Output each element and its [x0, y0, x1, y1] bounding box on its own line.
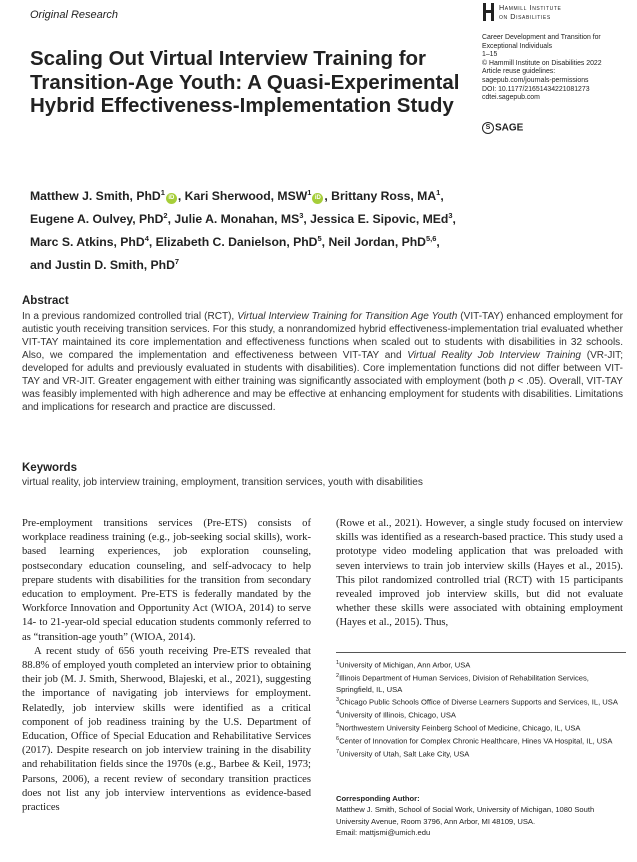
footnote-text: Chicago Public Schools Office of Diverse Learners Supports and Services, IL, USA — [339, 697, 618, 707]
abstract-italic: Virtual Reality Job Interview Training — [407, 350, 582, 361]
body-right-column — [336, 517, 623, 631]
author-name: Jessica E. Sipovic, MEd — [310, 212, 449, 227]
footnote-text: University of Utah, Salt Lake City, USA — [339, 749, 470, 759]
author-affiliation: 1 — [436, 188, 441, 197]
journal-info-line: sagepub.com/journals-permissions — [482, 76, 589, 84]
journal-info — [482, 34, 632, 103]
abstract-part: (VR-JIT; developed for adults and previously evaluated in students with disabilities). Core implementation functions did not differ between VIT-TAY and VR-JIT. Greater engagement with either training was significantly associated with employment (both — [22, 350, 623, 387]
correspondence-email[interactable]: Email: mattjsmi@umich.edu — [336, 828, 431, 838]
author-list: Matthew J. Smith, PhD$^1$iD , Kari Sherwood, MSW$^1$iD , Brittany Ross, $MA^1$, Eugene A. Oulvey, PhD$^2$, Julie A. Monahan, $MS^3$, Jessica E. Sipovic, MEd$^3$, Marc S. Atkins, PhD$^4$, Elizabeth C. Danielson, PhD$^5$, Neil Jordan, PhD$^{5,6}$, and Justin D. Smith, PhD$^7$ — [30, 188, 456, 273]
footnote-number: 3 — [336, 697, 340, 704]
sage-logo-text: SAGE — [495, 122, 524, 134]
author-name: Matthew J. Smith, PhD — [30, 189, 161, 204]
correspondence-address: Matthew J. Smith, School of Social Work, University of Michigan, 1080 South University Avenue, Room 3796, Ann Arbor, MI 48109, USA. — [336, 805, 595, 826]
body-paragraph: A recent study of 656 youth receiving Pre-ETS revealed that 88.8% of employed youth completed an interview prior to obtaining their job (M. J. Smith, Sherwood, Blajeski, et al., 2021), suggesting the importance of navigating job interviews for employment. Relatedly, job interview skills were identified as a critical component of job readiness training by the U.S. Department of Education, Office of Special Education and Rehabilitative Services (2017). Despite research on job interview training in the disability and rehabilitation fields since the 1970s (e.g., Barbee & Keil, 1973; Parsons, 2006), a recent review of secondary transition practices does not list any job interview interventions as evidence-based practices — [22, 645, 311, 814]
footnote-item — [336, 695, 626, 708]
body-paragraph: Pre-employment transitions services (Pre-ETS) consists of workplace readiness training (e.g., job-seeking social skills), work-based learning experiences, job exploration counseling, postsecondary education counseling, and self-advocacy to help prepare students with disabilities for the transition from secondary education to employment. Pre-ETS is federally mandated by the Workforce Innovation and Opportunity Act (WIOA, 2014) to serve 14- to 21-year-old special education students commonly referred to as “transition-age youth” (WIOA, 2014). — [22, 518, 311, 643]
footnote-text: Center of Innovation for Complex Chronic Healthcare, Hines VA Hospital, IL, USA — [339, 736, 613, 746]
keywords-text: virtual reality, job interview training, employment, transition services, youth with disabilities — [22, 477, 423, 488]
sage-logo — [482, 122, 523, 134]
publisher-logo-line2: on Disabilities — [499, 12, 551, 21]
body-left-column — [22, 517, 311, 815]
article-title: Scaling Out Virtual Interview Training for Transition-Age Youth: A Quasi-Experimental Hybrid Effectiveness-Implementation Study — [30, 47, 460, 117]
author-name: Brittany Ross, MA — [331, 189, 437, 204]
footnote-text: University of Michigan, Ann Arbor, USA — [339, 660, 471, 670]
footnote-number: 6 — [336, 736, 340, 743]
footnote-number: 4 — [336, 710, 340, 717]
abstract-italic: Virtual Interview Training for Transition Age Youth — [237, 311, 458, 322]
publisher-logo-line1: Hammill Institute — [499, 3, 562, 12]
footnote-item — [336, 708, 626, 721]
abstract-part: < .05). Overall, VIT-TAY was feasibly implemented with high adherence and may be effective at enhancing employment for students with disabilities. Limitations and implications for research and practice are discussed. — [22, 376, 623, 413]
author-affiliation: 5,6 — [425, 234, 437, 244]
author-affiliation: 3 — [448, 211, 453, 221]
author-name: Julie A. Monahan, MS — [174, 212, 300, 227]
footnote-divider — [336, 652, 626, 653]
section-label: Original Research — [30, 9, 119, 21]
journal-info-line: cdtei.sagepub.com — [482, 94, 540, 102]
journal-info-line: Article reuse guidelines: — [482, 68, 556, 76]
journal-info-line: © Hammill Institute on Disabilities 2022 — [482, 59, 602, 67]
author-name: Elizabeth C. Danielson, PhD — [155, 235, 318, 250]
footnote-item — [336, 658, 626, 671]
author-name: Eugene A. Oulvey, PhD — [30, 212, 164, 227]
author-affiliation: 7 — [174, 257, 180, 267]
abstract-part: In a previous randomized controlled trial (RCT), — [22, 311, 238, 322]
author-affiliation: 1 — [307, 188, 312, 197]
correspondence-heading: Corresponding Author: — [336, 794, 420, 803]
author-affiliation: 5 — [317, 234, 322, 244]
correspondence-block — [336, 793, 626, 839]
body-paragraph: (Rowe et al., 2021). However, a single study focused on interview skills was identified as a research-based practice. This study used a prototype video modeling application that was preloaded with seven interviews to train job interview skills (Hayes et al., 2015). This pilot randomized controlled trial (RCT) with 15 participants revealed improved job interview skills, but did not evaluate whether these skills were associated with obtaining employment (Hayes et al., 2015). Thus, — [336, 518, 623, 629]
footnote-number: 2 — [336, 672, 340, 679]
footnote-number: 5 — [336, 723, 340, 730]
journal-info-line: Career Development and Transition for — [482, 34, 601, 41]
journal-info-line: Exceptional Individuals — [482, 42, 553, 50]
footnote-number: 1 — [336, 660, 340, 666]
journal-info-line: 1–15 — [482, 51, 498, 59]
publisher-logo-icon — [482, 3, 496, 21]
footnote-text: Illinois Department of Human Services, Division of Rehabilitation Services, Springfield, IL, USA — [336, 673, 589, 694]
footnote-text: University of Illinois, Chicago, USA — [339, 710, 456, 720]
footnote-item — [336, 747, 626, 760]
affiliation-footnotes — [336, 658, 626, 760]
abstract-part: (VIT-TAY) enhanced employment for autistic youth receiving transition services. For this study, a nonrandomized hybrid effectiveness-implementation trial evaluated whether VIT-TAY maintained its core implementation and effectiveness functions when scaled out to students with disabilities in 32 schools. Also, we compared the implementation and effectiveness between VIT-TAY and — [22, 311, 623, 361]
author-name: Neil Jordan, PhD — [328, 235, 426, 250]
abstract-heading: Abstract — [22, 295, 69, 307]
footnote-item — [336, 671, 626, 695]
keywords-heading: Keywords — [22, 462, 77, 474]
footnote-item — [336, 734, 626, 747]
author-affiliation: 1 — [160, 188, 165, 197]
footnote-text: Northwestern University Feinberg School of Medicine, Chicago, IL, USA — [339, 723, 581, 733]
abstract-text — [22, 310, 623, 414]
author-affiliation: 2 — [163, 211, 168, 221]
footnote-item — [336, 721, 626, 734]
orcid-icon[interactable]: iD — [312, 193, 323, 204]
footnote-number: 7 — [336, 749, 340, 756]
author-name: Marc S. Atkins, PhD — [30, 235, 145, 250]
author-affiliation: 3 — [299, 211, 304, 221]
sage-circle-icon: S — [482, 122, 494, 134]
orcid-icon[interactable]: iD — [166, 193, 177, 204]
author-name: and Justin D. Smith, PhD — [30, 258, 175, 273]
author-affiliation: 4 — [144, 234, 149, 244]
journal-info-line: DOI: 10.1177/21651434221081273 — [482, 85, 590, 93]
publisher-logo — [482, 3, 632, 23]
author-name: Kari Sherwood, MSW — [184, 189, 308, 204]
abstract-italic: p — [508, 376, 515, 387]
